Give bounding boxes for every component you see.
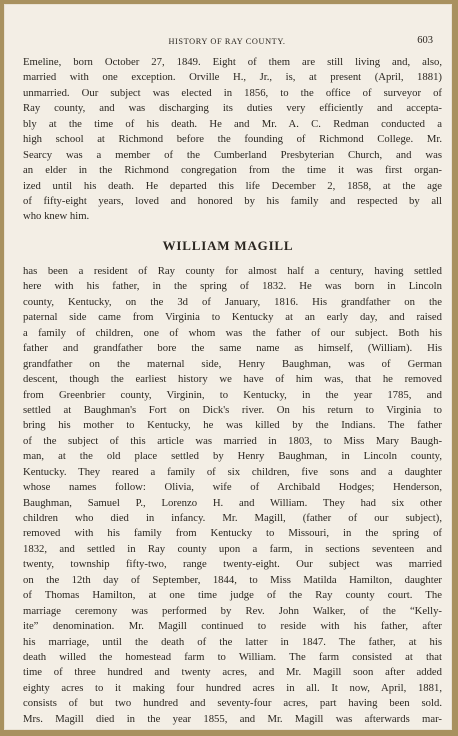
- text-line: of the subject of this article was married in 1803, to Miss Mary Baugh-: [23, 434, 442, 447]
- text-line: ite” denomination. Mr. Magill continued to reside with his father, after: [23, 620, 442, 633]
- text-line: marriage ceremony was performed by Rev. John Walker, of the “Kelly-: [23, 604, 442, 617]
- text-line: paternal side came from Virginia to Kentucky at an early day, and raised: [23, 311, 442, 324]
- text-line: who knew him.: [23, 210, 90, 223]
- text-line: his marriage, until the death of the latter in 1847. The father, at his: [23, 635, 442, 648]
- text-line: consists of but two hundred and seventy-four acres, part having been sold.: [23, 697, 442, 710]
- text-line: bly at the time of his death. He and Mr. A. C. Redman conducted a: [23, 117, 442, 130]
- text-line: ized until his death. He departed this life December 2, 1858, at the age: [23, 179, 442, 192]
- text-line: removed with his family from Kentucky to Missouri, in the spring of: [23, 527, 442, 540]
- text-line: 1832, and settled in Ray county upon a farm, in sections seventeen and: [23, 542, 442, 555]
- running-head: HISTORY OF RAY COUNTY.: [168, 37, 286, 46]
- text-line: an elder in the Richmond congregation from the time it was first organ-: [23, 164, 442, 177]
- text-line: from Greenbrier county, Virginin, to Kentucky, in the year 1785, and: [23, 388, 442, 401]
- text-line: a family of children, one of whom was the father of our subject. Both his: [23, 326, 442, 339]
- text-line: Searcy was a member of the Cumberland Presbyterian Church, and was: [23, 148, 442, 161]
- page-frame: [4, 4, 452, 730]
- text-line: of Thomas Hamilton, at one time judge of the Ray county court. The: [23, 589, 442, 602]
- text-line: man, at the old place settled by Henry Baughman, in Lincoln county,: [23, 450, 442, 463]
- text-line: high school at Richmond before the founding of Richmond College. Mr.: [23, 133, 442, 146]
- page-number: 603: [417, 35, 433, 46]
- text-line: Baughman, Samuel P., Lorenzo H. and William. They had six other: [23, 496, 442, 509]
- text-line: Mrs. Magill died in the year 1855, and Mr. Magill was afterwards mar-: [23, 712, 442, 725]
- text-line: on the 12th day of September, 1844, to Miss Matilda Hamilton, daughter: [23, 573, 442, 586]
- text-line: Emeline, born October 27, 1849. Eight of them are still living and, also,: [23, 56, 442, 68]
- text-line: father and grandfather bore the same name as himself, (William). His: [23, 342, 442, 355]
- text-line: twenty, township fifty-two, range twenty-eight. Our subject was married: [23, 558, 442, 571]
- text-line: children who died in infancy. Mr. Magill, (father of our subject),: [23, 512, 442, 524]
- text-line: eighty acres to it making four hundred acres in all. It now, April, 1881,: [23, 681, 442, 694]
- text-line: married with one exception. Orville H., Jr., is, at present (April, 1881): [23, 71, 442, 84]
- continued-biography: [23, 55, 442, 225]
- text-line: county, Kentucky, on the 3d of January, 1816. His grandfather on the: [23, 295, 442, 308]
- text-line: of fifty-eight years, loved and honored by his family and respected by all: [23, 194, 442, 207]
- text-line: death willed the homestead farm to William. The farm consisted at that: [23, 650, 442, 663]
- text-line: settled at Baughman's Fort on Dick's river. On his return to Virginia to: [23, 403, 442, 416]
- text-line: time of three hundred and twenty acres, and Mr. Magill soon after added: [23, 666, 442, 679]
- text-line: Ray county, and was discharging its duties very efficiently and accepta-: [23, 102, 442, 115]
- text-line: has been a resident of Ray county for almost half a century, having settled: [23, 265, 442, 277]
- text-line: Kentucky. They reared a family of six children, five sons and a daughter: [23, 465, 442, 478]
- text-line: here with his father, in the spring of 1832. He was born in Lincoln: [23, 280, 442, 293]
- text-line: whose names follow: Olivia, wife of Archibald Hodges; Henderson,: [23, 481, 442, 494]
- text-line: descent, though the earliest history we have of him was, that he removed: [23, 373, 442, 386]
- section-heading: WILLIAM MAGILL: [162, 238, 294, 253]
- text-line: bring his mother to Kentucky, he was killed by the Indians. The father: [23, 419, 442, 432]
- text-line: unmarried. Our subject was elected in 1856, to the office of surveyor of: [23, 86, 442, 99]
- page-header: [21, 36, 433, 48]
- text-line: grandfather on the maternal side, Henry Baughman, was of German: [23, 357, 442, 370]
- biography-text: [23, 264, 442, 727]
